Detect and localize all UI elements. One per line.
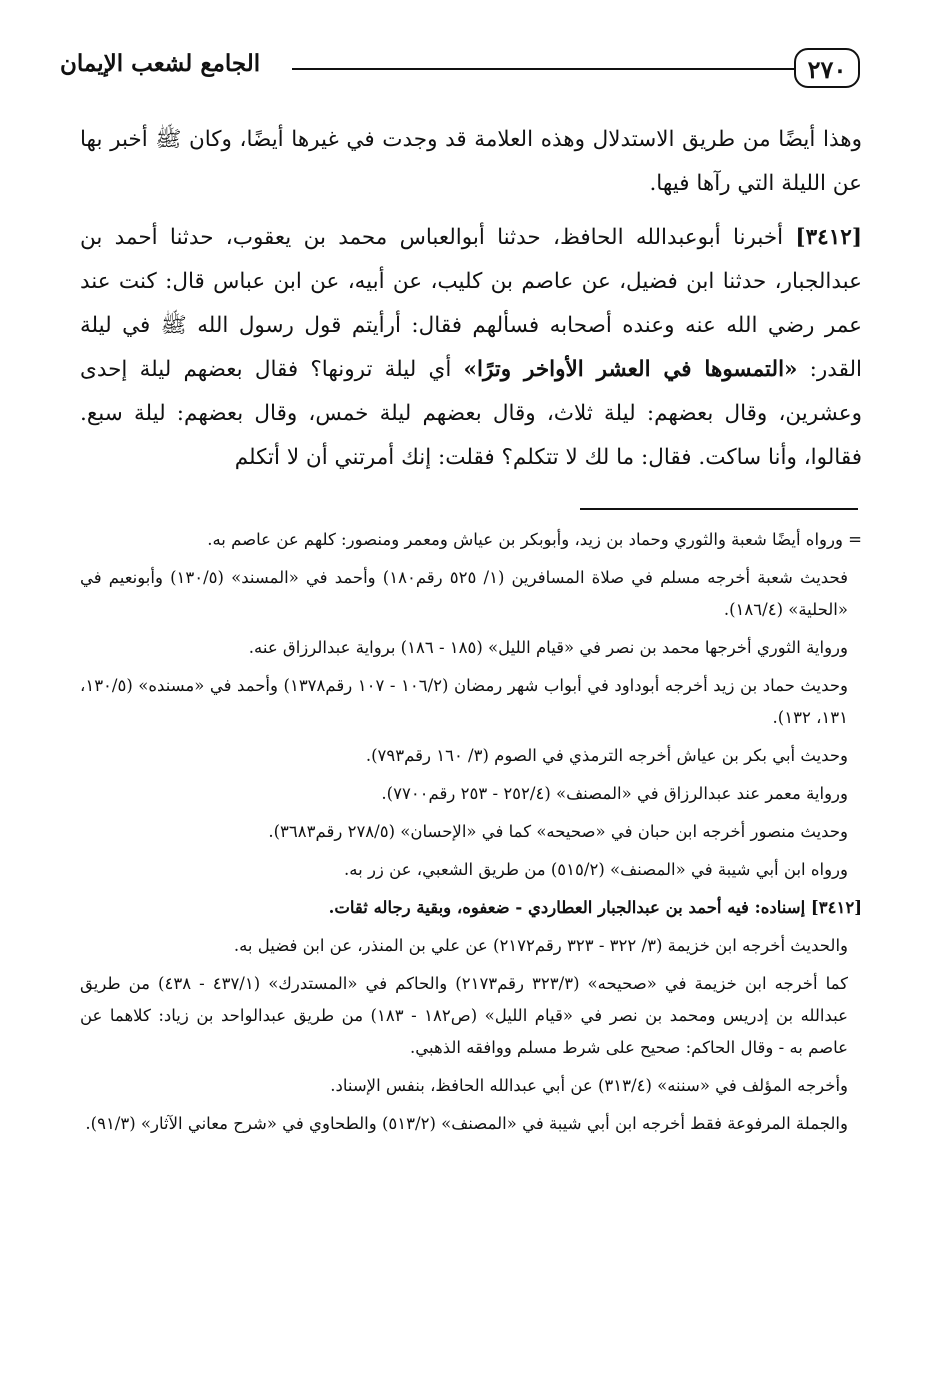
footnote-line: وحديث منصور أخرجه ابن حبان في «صحيحه» كما في «الإحسان» (٢٧٨/٥ رقم٣٦٨٣). [268,822,848,841]
paragraph-2-part-a: أخبرنا أبوعبدالله الحافظ، حدثنا أبوالعباس محمد بن يعقوب، حدثنا أحمد بن عبدالجبار، حدثنا ابن فضيل، عن عاصم بن كليب، عن أبيه، عن ابن عباس قال: كنت عند عمر رضي الله عنه وعنده أصحابه فسألهم فقال: أرأيتم قول رسول الله ﷺ في ليلة القدر: [80,225,862,382]
paragraph-2 [80,216,862,480]
footnote-isnad: [٣٤١٢] إسناده: فيه أحمد بن عبدالجبار العطاردي - ضعفوه، وبقية رجاله ثقات. [328,898,862,917]
hadith-number: [٣٤١٢] [795,225,862,250]
footnote-line: = ورواه أيضًا شعبة والثوري وحماد بن زيد، وأبوبكر بن عياش ومعمر ومنصور: كلهم عن عاصم به. [207,530,862,549]
footnote-line: والحديث أخرجه ابن خزيمة (٣/ ٣٢٢ - ٣٢٣ رقم٢١٧٢) عن علي بن المنذر، عن ابن فضيل به. [233,936,848,955]
footnote-divider [580,508,858,510]
footnote-line: ورواية الثوري أخرجها محمد بن نصر في «قيام الليل» (١٨٥ - ١٨٦) برواية عبدالرزاق عنه. [248,638,848,657]
footnote-line: والجملة المرفوعة فقط أخرجه ابن أبي شيبة في «المصنف» (٥١٣/٢) والطحاوي في «شرح معاني الآثار» (٩١/٣). [85,1114,848,1133]
header-rule [292,68,794,70]
footnote-line: كما أخرجه ابن خزيمة في «صحيحه» (٣٢٣/٣ رقم٢١٧٣) والحاكم في «المستدرك» (٤٣٧/١ - ٤٣٨) من طريق عبدالله بن إدريس ومحمد بن نصر في «قيام الليل» (ص١٨٢ - ١٨٣) من طريق عبدالواحد بن زياد: كلاهما عن عاصم به - وقال الحاكم: صحيح على شرط مسلم ووافقه الذهبي. [80,974,848,1057]
book-title: الجامع لشعب الإيمان [60,50,261,77]
footnote-line: ورواه ابن أبي شيبة في «المصنف» (٥١٥/٢) من طريق الشعبي، عن زر به. [344,860,848,879]
footnote-line: وحديث أبي بكر بن عياش أخرجه الترمذي في الصوم (٣/ ١٦٠ رقم٧٩٣). [365,746,848,765]
page-number: ٢٧٠ [794,48,860,88]
footnote-line: وأخرجه المؤلف في «سننه» (٣١٣/٤) عن أبي عبدالله الحافظ، بنفس الإسناد. [330,1076,848,1095]
paragraph-1: وهذا أيضًا من طريق الاستدلال وهذه العلامة قد وجدت في غيرها أيضًا، وكان ﷺ أخبر بها عن الليلة التي رآها فيها. [80,127,862,196]
page-header [60,46,860,96]
footnotes [80,524,862,1146]
main-text [80,118,862,490]
hadith-quote: «التمسوها في العشر الأواخر وترًا» [463,357,798,382]
footnote-line: فحديث شعبة أخرجه مسلم في صلاة المسافرين (١/ ٥٢٥ رقم١٨٠) وأحمد في «المسند» (١٣٠/٥) وأبونعيم في «الحلية» (١٨٦/٤). [80,568,848,619]
footnote-line: ورواية معمر عند عبدالرزاق في «المصنف» (٢٥٢/٤ - ٢٥٣ رقم٧٧٠٠). [381,784,848,803]
paragraph-2-part-b: أي ليلة ترونها؟ فقال بعضهم ليلة إحدى وعشرين، وقال بعضهم: ليلة ثلاث، وقال بعضهم ليلة خمس، وقال بعضهم: ليلة سبع. فقالوا، وأنا ساكت. فقال: ما لك لا تتكلم؟ فقلت: إنك أمرتني أن لا أتكلم [80,357,862,470]
footnote-line: وحديث حماد بن زيد أخرجه أبوداود في أبواب شهر رمضان (١٠٦/٢ - ١٠٧ رقم١٣٧٨) وأحمد في «مسنده» (١٣٠/٥، ١٣١، ١٣٢). [80,676,848,727]
